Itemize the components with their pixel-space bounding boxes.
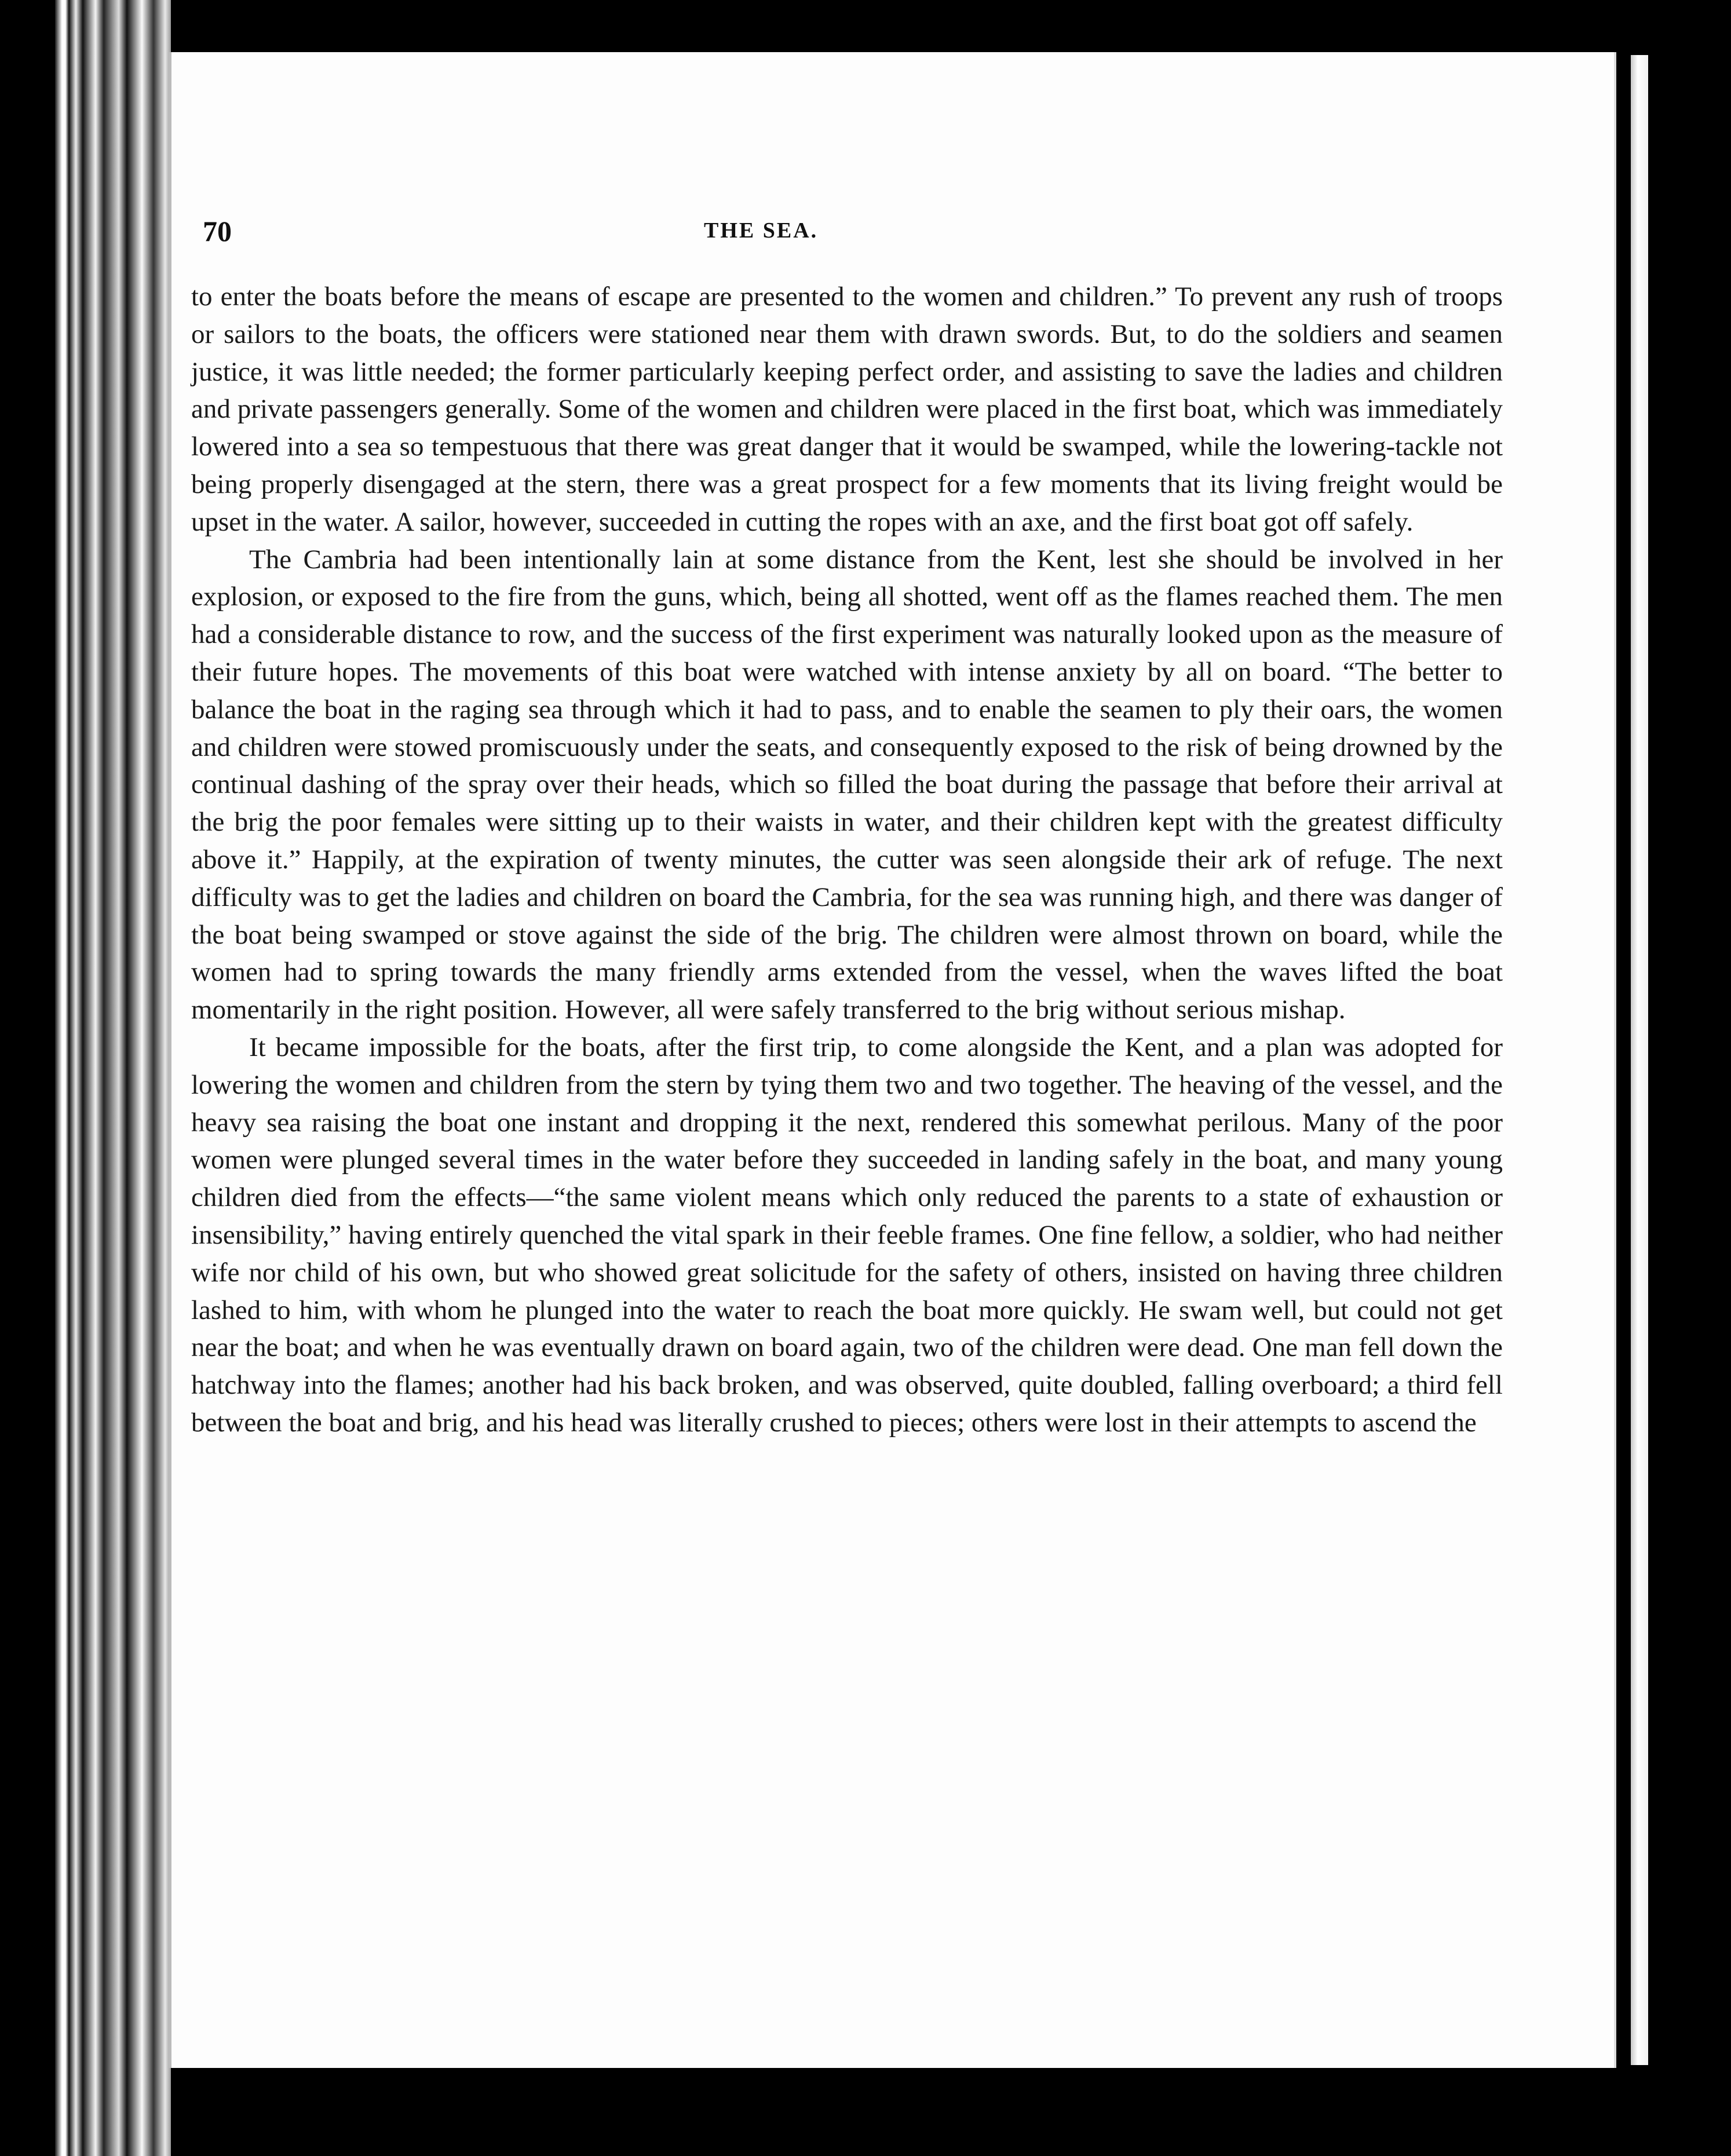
paragraph-2: The Cambria had been intentionally lain at some distance from the Kent, lest she should be involved in her explosion, or exposed to the fire from the guns, which, being all shotted, went off as the flames reached them. The men had a considerable distance to row, and the success of the first experiment was naturally looked upon as the measure of their future hopes. The movements of this boat were watched with intense anxiety by all on board. “The better to balance the boat in the raging sea through which it had to pass, and to enable the seamen to ply their oars, the women and children were stowed promiscuously under the seats, and consequently exposed to the risk of being drowned by the continual dashing of the spray over their heads, which so filled the boat during the passage that before their arrival at the brig the poor females were sitting up to their waists in water, and their children kept with the greatest difficulty above it.” Happily, at the expiration of twenty minutes, the cutter was seen alongside their ark of refuge. The next difficulty was to get the ladies and children on board the Cambria, for the sea was running high, and there was danger of the boat being swamped or stove against the side of the brig. The children were almost thrown on board, while the women had to spring towards the many friendly arms extended from the vessel, when the waves lifted the boat momentarily in the right position. However, all were safely transferred to the brig without serious mishap. <box>191 544 1503 1025</box>
facing-page-edge <box>1631 55 1648 2065</box>
body-text <box>191 278 1503 1442</box>
running-head: THE SEA. <box>704 218 819 243</box>
page-number: 70 <box>203 215 232 247</box>
book-page-edges <box>55 0 171 2156</box>
paragraph-3: It became impossible for the boats, after the first trip, to come alongside the Kent, and a plan was adopted for lowering the women and children from the stern by tying them two and two together. The heaving of the vessel, and the heavy sea raising the boat one instant and dropping it the next, rendered this somewhat perilous. Many of the poor women were plunged several times in the water before they succeeded in landing safely in the boat, and many young children died from the effects—“the same violent means which only reduced the parents to a state of exhaustion or insensibility,” having entirely quenched the vital spark in their feeble frames. One fine fellow, a soldier, who had neither wife nor child of his own, but who showed great solicitude for the safety of others, insisted on having three children lashed to him, with whom he plunged into the water to reach the boat more quickly. He swam well, but could not get near the boat; and when he was eventually drawn on board again, two of the children were dead. One man fell down the hatchway into the flames; another had his back broken, and was observed, quite doubled, falling overboard; a third fell between the boat and brig, and his head was literally crushed to pieces; others were lost in their attempts to ascend the <box>191 1032 1503 1438</box>
paragraph-1: to enter the boats before the means of escape are presented to the women and children.” To prevent any rush of troops or sailors to the boats, the officers were stationed near them with drawn swords. But, to do the soldiers and seamen justice, it was little needed; the former particularly keeping perfect order, and assisting to save the ladies and children and private passengers generally. Some of the women and children were placed in the first boat, which was immediately lowered into a sea so tempestuous that there was great danger that it would be swamped, while the lowering-tackle not being properly disengaged at the stern, there was a great prospect for a few moments that its living freight would be upset in the water. A sailor, however, succeeded in cutting the ropes with an axe, and the first boat got off safely. <box>191 282 1503 537</box>
page-header <box>0 214 1731 249</box>
